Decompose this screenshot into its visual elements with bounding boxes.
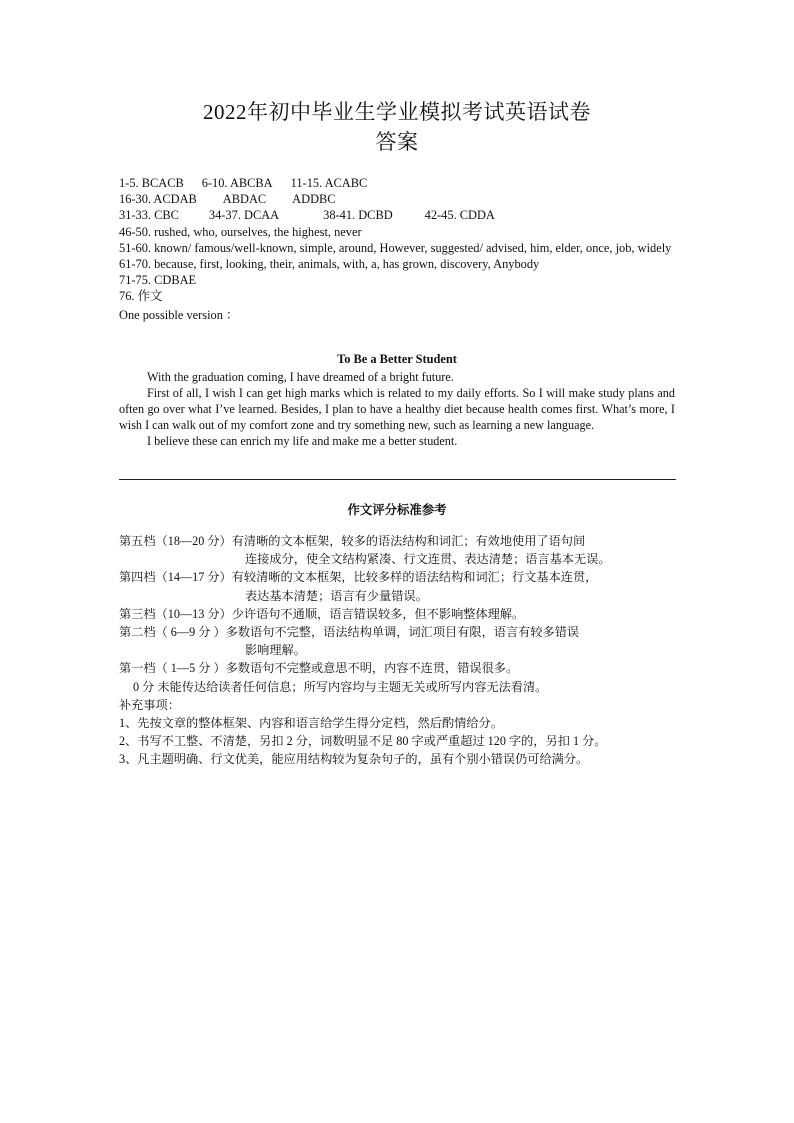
note-item: 1、先按文章的整体框架、内容和语言给学生得分定档，然后酌情给分。 (119, 716, 503, 731)
essay-title: To Be a Better Student (337, 352, 457, 366)
essay-paragraph: I believe these can enrich my life and make me a better student. (147, 434, 458, 448)
answer-heading: 答案 (375, 130, 419, 154)
note-item: 2、书写不工整、不清楚，另扣 2 分，词数明显不足 80 字或严重超过 120 字的，另扣 1 分。 (119, 734, 607, 749)
criteria-line: 表达基本清楚；语言有少量错误。 (245, 588, 428, 603)
answer-group: 34-37. DCAA (208, 208, 280, 223)
note-item: 3、凡主题明确、行文优美，能应用结构较为复杂句子的，虽有个别小错误仍可给满分。 (119, 752, 589, 767)
answer-line (119, 191, 675, 207)
answer-line: 71-75. CDBAE (119, 273, 197, 288)
answer-group: ADDBC (292, 192, 336, 207)
sample-essay (119, 369, 675, 449)
answer-line (119, 175, 675, 191)
criteria-line: 第五档（18—20 分）有清晰的文本框架，较多的语法结构和词汇；有效地使用了语句间 (119, 534, 586, 548)
answer-group: 11-15. ACABC (290, 176, 368, 190)
criteria-line: 第一档（ 1—5 分 ）多数语句不完整或意思不明，内容不连贯，错误很多。 (119, 661, 519, 676)
answer-key (119, 175, 675, 323)
answer-group: 6-10. ABCBA (201, 176, 273, 190)
answer-line (119, 207, 675, 223)
notes-title: 补充事项： (119, 697, 180, 712)
scoring-criteria (119, 532, 699, 769)
criteria-line: 第四档（14—17 分）有较清晰的文本框架，比较多样的语法结构和词汇；行文基本连贯， (119, 570, 598, 585)
essay-paragraph: First of all, I wish I can get high marks which is related to my daily efforts. So I will make study plans and often go over what I’ve learned. Besides, I plan to have a healthy diet because health comes first. What’s more, I wish I can walk out of my comfort zone and try something new, such as learning a new language. (119, 386, 675, 432)
answer-line: 51-60. known/ famous/well-known, simple, around, However, suggested/ advised, him, elder, once, job, widely (119, 240, 672, 255)
answer-group: 1-5. BCACB (119, 176, 184, 190)
answer-group: 16-30. ACDAB (119, 192, 197, 207)
criteria-line: 连接成分，使全文结构紧凑、行文连贯、表达清楚；语言基本无误。 (245, 552, 611, 567)
answer-line: One possible version ： (119, 307, 239, 322)
criteria-line: 第二档（ 6—9 分 ）多数语句不完整，语法结构单调，词汇项目有限，语言有较多错误 (119, 625, 580, 640)
essay-paragraph: With the graduation coming, I have dreamed of a bright future. (147, 370, 454, 384)
exam-title: 2022年初中毕业生学业模拟考试英语试卷 (203, 100, 591, 124)
criteria-line: 第三档（10—13 分）少许语句不通顺，语言错误较多，但不影响整体理解。 (119, 606, 525, 621)
section-divider (119, 479, 676, 480)
criteria-line: 影响理解。 (245, 643, 306, 658)
answer-line: 76. 作文 (119, 289, 163, 304)
answer-group: 42-45. CDDA (424, 208, 495, 223)
answer-group: 38-41. DCBD (323, 208, 393, 223)
answer-line: 46-50. rushed, who, ourselves, the highest, never (119, 224, 362, 239)
answer-group: 31-33. CBC (119, 208, 179, 223)
criteria-title: 作文评分标准参考 (347, 503, 447, 517)
criteria-line: 0 分 未能传达给读者任何信息；所写内容均与主题无关或所写内容无法看清。 (133, 679, 548, 694)
answer-group: ABDAC (222, 192, 267, 207)
answer-line: 61-70. because, first, looking, their, animals, with, a, has grown, discovery, Anybody (119, 257, 540, 272)
